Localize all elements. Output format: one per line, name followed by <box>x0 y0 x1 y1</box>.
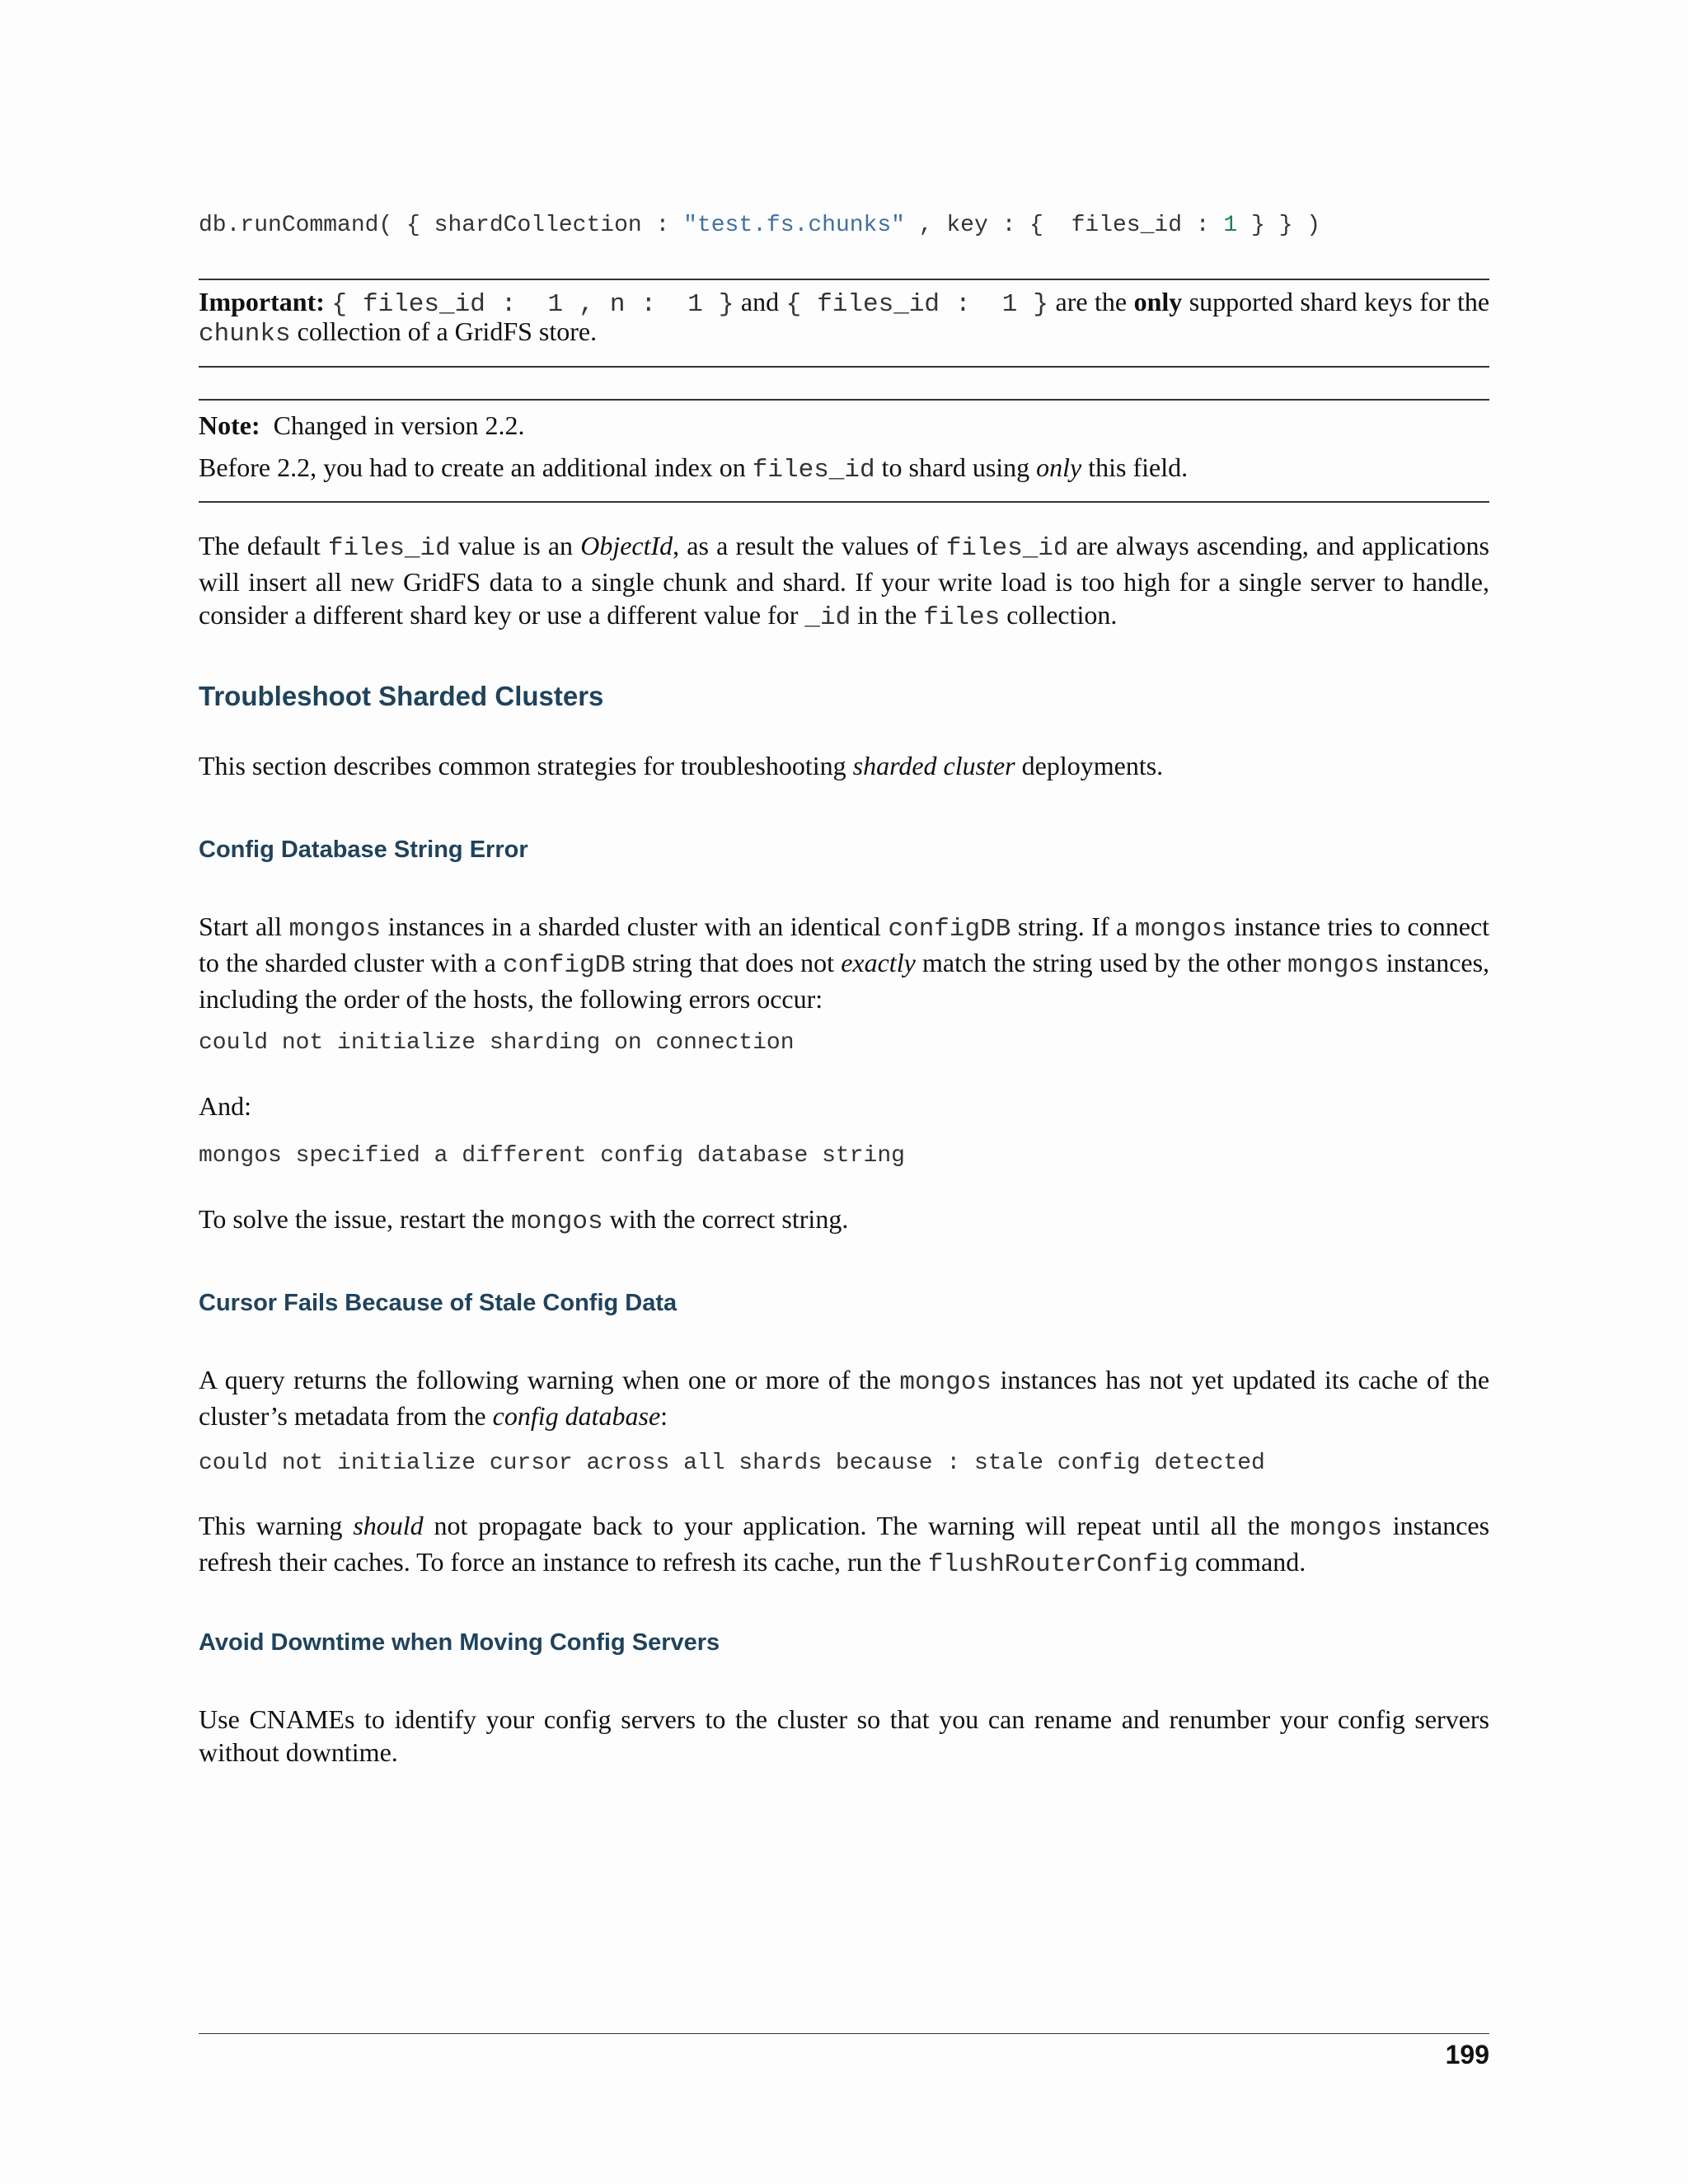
text: collection. <box>1006 600 1118 630</box>
text: string. If a <box>1017 912 1128 941</box>
text: A query returns the following warning when one or more of the <box>199 1365 891 1394</box>
page <box>199 0 1489 2184</box>
code-mongos: mongos <box>899 1368 992 1397</box>
subsection-heading-stale-config: Cursor Fails Because of Stale Config Data <box>199 1290 678 1316</box>
code-files-id: files_id <box>752 456 875 485</box>
code-mongos: mongos <box>1134 915 1227 944</box>
important-label: Important: <box>199 287 325 316</box>
shard-key-1: { files_id : 1 , n : 1 } <box>331 290 734 319</box>
code-number: 1 <box>1223 213 1238 238</box>
emphasis-config-database: config database <box>492 1401 661 1431</box>
text: Start all <box>199 912 282 941</box>
code-files: files <box>923 603 1001 632</box>
code-chunks: chunks <box>199 320 291 349</box>
important-bottom-rule <box>199 366 1489 368</box>
important-admonition <box>199 288 1489 348</box>
code-mongos: mongos <box>511 1207 603 1236</box>
paragraph-stale-config <box>199 1363 1489 1432</box>
section-intro <box>199 749 1489 782</box>
text: , as a result the values of <box>673 531 939 560</box>
code-configdb: configDB <box>888 915 1011 944</box>
text: To solve the issue, restart the <box>199 1204 504 1234</box>
text: The default <box>199 531 321 560</box>
section-heading: Troubleshoot Sharded Clusters <box>199 681 604 711</box>
text: with the correct string. <box>609 1204 849 1234</box>
subsection-heading-config-servers: Avoid Downtime when Moving Config Servers <box>199 1629 720 1656</box>
code-id: _id <box>804 603 851 632</box>
text: deployments. <box>1021 751 1164 780</box>
text: string that does not <box>632 948 834 977</box>
paragraph-warning <box>199 1509 1489 1582</box>
paragraph-solve <box>199 1202 1489 1239</box>
text: This warning <box>199 1511 343 1540</box>
note-label: Note: <box>199 410 260 440</box>
text: Before 2.2, you had to create an additional index on <box>199 452 746 482</box>
text: this field. <box>1088 452 1189 482</box>
code-warning-stale-config: could not initialize cursor across all shards because : stale config detected <box>199 1451 1265 1476</box>
emphasis-exactly: exactly <box>841 948 916 977</box>
code-flushrouterconfig: flushRouterConfig <box>927 1550 1189 1579</box>
text: in the <box>857 600 917 630</box>
code-files-id: files_id <box>327 534 451 563</box>
paragraph-config-string <box>199 910 1489 1015</box>
paragraph-default-files-id <box>199 529 1489 635</box>
subsection-heading-config-string: Config Database String Error <box>199 837 528 863</box>
paragraph-cnames: Use CNAMEs to identify your config servers to the cluster so that you can rename and renumber your config servers without downtime. <box>199 1704 1489 1767</box>
text: and <box>740 287 780 316</box>
code-configdb: configDB <box>503 951 626 980</box>
note-admonition <box>199 409 1489 442</box>
note-version-text: Changed in version 2.2. <box>273 410 525 440</box>
text: command. <box>1195 1547 1306 1577</box>
shard-key-2: { files_id : 1 } <box>785 290 1049 319</box>
text: to shard using <box>881 452 1030 482</box>
code-files-id: files_id <box>945 534 1069 563</box>
code-error-sharding: could not initialize sharding on connection <box>199 1030 795 1056</box>
text: are the <box>1055 287 1128 316</box>
emphasis-objectid: ObjectId <box>580 531 673 560</box>
emphasis-only: only <box>1036 452 1082 482</box>
code-text: } } ) <box>1237 213 1321 238</box>
code-string: "test.fs.chunks" <box>683 213 905 238</box>
code-shard-collection <box>199 213 1320 238</box>
paragraph-and: And: <box>199 1091 251 1121</box>
text: This section describes common strategies for troubleshooting <box>199 751 846 780</box>
text: collection of a GridFS store. <box>297 316 598 346</box>
text: instances refresh their caches. To force an instance to refresh its cache, run the <box>199 1511 1490 1577</box>
note-body <box>199 451 1489 487</box>
note-bottom-rule <box>199 501 1489 503</box>
emphasis-sharded-cluster: sharded cluster <box>852 751 1015 780</box>
code-error-config-string: mongos specified a different config database string <box>199 1143 905 1169</box>
text: not propagate back to your application. The warning will repeat until all the <box>434 1511 1280 1540</box>
note-top-rule <box>199 399 1489 401</box>
text: : <box>660 1401 668 1431</box>
text: are always ascending, and applications will insert all new GridFS data to a single chunk and shard. If your write load is too high for a single server to handle, consider a different shard key or use a different value for <box>199 531 1490 630</box>
emphasis-only: only <box>1133 287 1183 316</box>
page-number: 199 <box>1445 2040 1489 2069</box>
text: instances, including the order of the hosts, the following errors occur: <box>199 948 1490 1014</box>
text: value is an <box>457 531 574 560</box>
code-text: db.runCommand( { shardCollection : <box>199 213 684 238</box>
text: match the string used by the other <box>921 948 1281 977</box>
text: instance tries to connect to the sharded cluster with a <box>199 912 1490 977</box>
important-top-rule <box>199 279 1489 280</box>
code-mongos: mongos <box>1287 951 1380 980</box>
footer-rule <box>199 2033 1489 2034</box>
code-mongos: mongos <box>1290 1514 1382 1543</box>
text: instances has not yet updated its cache of the cluster’s metadata from the <box>199 1365 1490 1431</box>
code-text: , key : { files_id : <box>904 213 1224 238</box>
text: instances in a sharded cluster with an identical <box>387 912 881 941</box>
code-mongos: mongos <box>288 915 382 944</box>
emphasis-should: should <box>353 1511 424 1540</box>
text: supported shard keys for the <box>1189 287 1490 316</box>
